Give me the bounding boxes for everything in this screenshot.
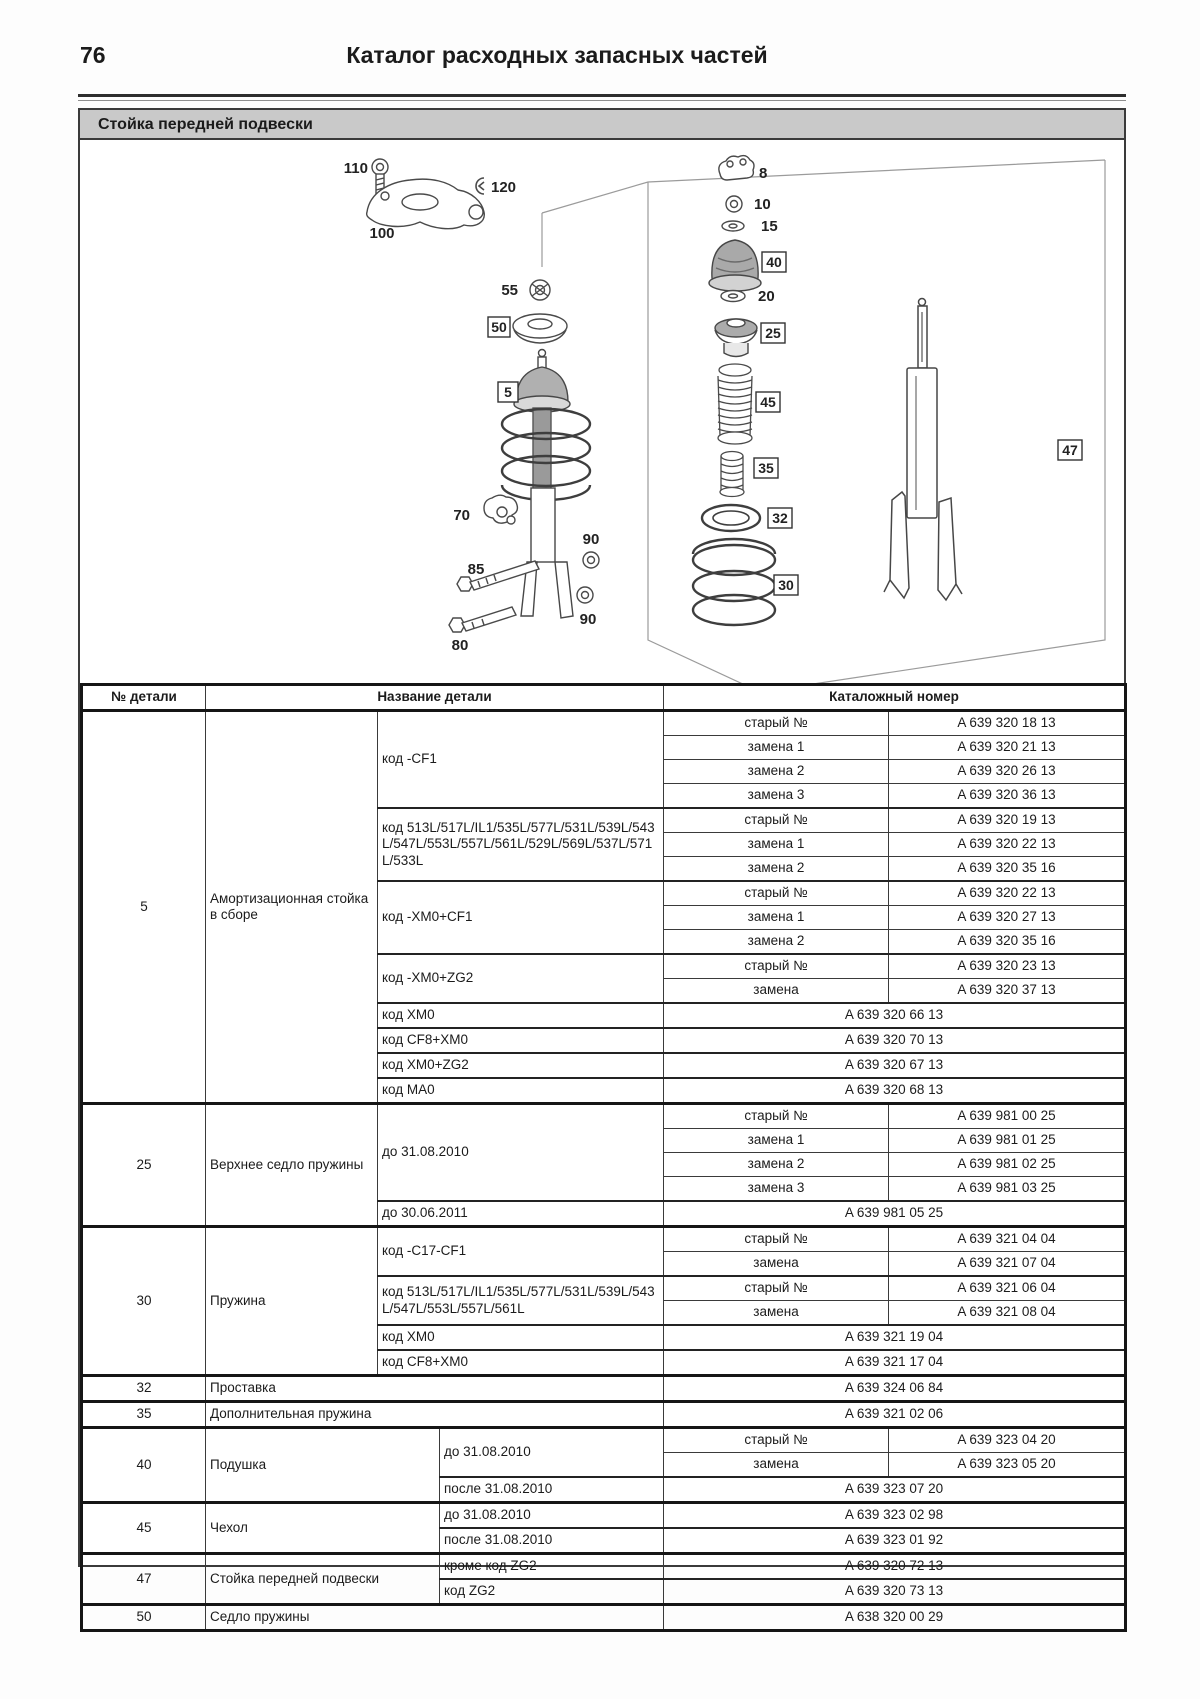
catalog-number-cell: A 639 323 02 98: [664, 1503, 1126, 1529]
catalog-number-cell: A 639 320 37 13: [889, 979, 1126, 1004]
clip-120: [476, 178, 484, 194]
variant-cell: код -C17-CF1: [378, 1227, 664, 1277]
part-label-100: 100: [369, 225, 395, 242]
catalog-number-cell: A 639 981 05 25: [664, 1201, 1126, 1227]
part-label-32: 32: [772, 510, 788, 526]
column-header-name: Название детали: [206, 685, 664, 711]
part-label-25: 25: [765, 325, 781, 341]
catalog-number-cell: A 639 324 06 84: [664, 1376, 1126, 1402]
table-row: [82, 711, 1126, 736]
part-label-8: 8: [759, 165, 768, 182]
catalog-label-cell: старый №: [664, 711, 889, 736]
catalog-number-cell: A 639 321 07 04: [889, 1252, 1126, 1277]
part-label-120: 120: [491, 179, 517, 196]
part-no-cell: 45: [82, 1503, 206, 1554]
part-label-90b: 90: [579, 611, 597, 628]
spacer-ring-32: [702, 505, 760, 531]
nut-90b: [577, 587, 593, 603]
catalog-number-cell: A 639 320 35 16: [889, 930, 1126, 955]
variant-cell: код -XM0+CF1: [378, 881, 664, 954]
catalog-label-cell: замена: [664, 979, 889, 1004]
variant-cell: до 31.08.2010: [378, 1104, 664, 1202]
nut-10: [726, 196, 742, 212]
catalog-label-cell: старый №: [664, 954, 889, 979]
part-label-50: 50: [491, 319, 507, 335]
part-label-15: 15: [761, 218, 778, 235]
part-name-cell: Стойка передней подвески: [206, 1554, 440, 1605]
catalog-number-cell: A 639 320 18 13: [889, 711, 1126, 736]
part-label-47: 47: [1062, 442, 1078, 458]
table-row: [82, 1376, 1126, 1402]
spring-seat-50: [513, 314, 567, 343]
catalog-number-cell: A 639 321 19 04: [664, 1325, 1126, 1350]
catalog-number-cell: A 639 321 06 04: [889, 1276, 1126, 1301]
catalog-number-cell: A 639 320 68 13: [664, 1078, 1126, 1104]
catalog-number-cell: A 639 323 01 92: [664, 1528, 1126, 1554]
table-row: [82, 1554, 1126, 1580]
table-row: [82, 1503, 1126, 1529]
catalog-label-cell: старый №: [664, 1104, 889, 1129]
part-label-55: 55: [501, 282, 518, 299]
catalog-label-cell: замена 1: [664, 906, 889, 930]
parts-panel: [78, 108, 1126, 1625]
bracket-70: [484, 495, 517, 524]
part-label-30: 30: [778, 577, 794, 593]
column-header-catalog: Каталожный номер: [664, 685, 1126, 711]
variant-cell: код MA0: [378, 1078, 664, 1104]
part-name-cell: Подушка: [206, 1428, 440, 1503]
table-row: [82, 1104, 1126, 1129]
catalog-number-cell: A 639 320 70 13: [664, 1028, 1126, 1053]
part-label-47-box: [1058, 440, 1082, 460]
catalog-label-cell: замена 1: [664, 833, 889, 857]
bushing-40: [709, 240, 761, 291]
variant-cell: код XM0: [378, 1003, 664, 1028]
column-header-no: № детали: [82, 685, 206, 711]
catalog-number-cell: A 639 320 73 13: [664, 1579, 1126, 1605]
variant-cell: код -CF1: [378, 711, 664, 809]
part-label-50-box: [488, 317, 510, 337]
page-number: 76: [80, 42, 106, 68]
catalog-number-cell: A 639 981 01 25: [889, 1129, 1126, 1153]
table-row: [82, 1227, 1126, 1252]
catalog-number-cell: A 639 981 00 25: [889, 1104, 1126, 1129]
part-label-45-box: [756, 392, 780, 412]
part-label-5: 5: [504, 384, 512, 400]
part-label-32-box: [768, 508, 792, 528]
catalog-label-cell: старый №: [664, 1227, 889, 1252]
bracket-8: [719, 156, 754, 180]
part-label-70: 70: [453, 507, 470, 524]
part-no-cell: 30: [82, 1227, 206, 1376]
part-name-cell: Проставка: [206, 1376, 664, 1402]
part-no-cell: 32: [82, 1376, 206, 1402]
variant-cell: код -XM0+ZG2: [378, 954, 664, 1003]
catalog-number-cell: A 639 320 19 13: [889, 808, 1126, 833]
nut-55: [530, 280, 550, 300]
parts-table: [80, 683, 1127, 1632]
variant-cell: код XM0+ZG2: [378, 1053, 664, 1078]
bump-stop-35: [720, 452, 744, 497]
variant-cell: код 513L/517L/IL1/535L/577L/531L/539L/543L/547L/553L/557L/561L: [378, 1276, 664, 1325]
variant-cell: до 31.08.2010: [440, 1503, 664, 1529]
catalog-label-cell: старый №: [664, 881, 889, 906]
variant-cell: код ZG2: [440, 1579, 664, 1605]
catalog-number-cell: A 639 320 26 13: [889, 760, 1126, 784]
catalog-number-cell: A 639 321 04 04: [889, 1227, 1126, 1252]
variant-cell: после 31.08.2010: [440, 1528, 664, 1554]
frame-outline: [542, 160, 1105, 683]
variant-cell: до 30.06.2011: [378, 1201, 664, 1227]
part-label-35: 35: [758, 460, 774, 476]
catalog-label-cell: замена: [664, 1453, 889, 1478]
catalog-label-cell: старый №: [664, 808, 889, 833]
catalog-label-cell: замена 1: [664, 736, 889, 760]
catalog-number-cell: A 639 320 22 13: [889, 833, 1126, 857]
part-label-110: 110: [343, 160, 368, 177]
catalog-number-cell: A 639 981 03 25: [889, 1177, 1126, 1202]
exploded-diagram: [80, 140, 1124, 683]
part-name-cell: Дополнительная пружина: [206, 1402, 664, 1428]
part-label-40-box: [762, 252, 786, 272]
part-no-cell: 40: [82, 1428, 206, 1503]
variant-cell: код XM0: [378, 1325, 664, 1350]
part-label-90a: 90: [582, 531, 600, 548]
part-label-20: 20: [758, 288, 775, 305]
catalog-label-cell: старый №: [664, 1276, 889, 1301]
part-name-cell: Пружина: [206, 1227, 378, 1376]
part-no-cell: 25: [82, 1104, 206, 1227]
catalog-number-cell: A 639 320 36 13: [889, 784, 1126, 809]
panel-title: Стойка передней подвески: [80, 110, 1124, 140]
header-rule-thick: [78, 94, 1126, 97]
variant-cell: код CF8+XM0: [378, 1350, 664, 1376]
catalog-label-cell: замена 2: [664, 760, 889, 784]
part-label-45: 45: [760, 394, 776, 410]
catalog-number-cell: A 638 320 00 29: [664, 1605, 1126, 1631]
variant-cell: после 31.08.2010: [440, 1477, 664, 1503]
catalog-number-cell: A 639 320 22 13: [889, 881, 1126, 906]
part-no-cell: 35: [82, 1402, 206, 1428]
part-label-25-box: [761, 323, 785, 343]
catalog-number-cell: A 639 321 08 04: [889, 1301, 1126, 1326]
upper-seat-25: [715, 319, 757, 357]
part-label-35-box: [754, 458, 778, 478]
part-name-cell: Верхнее седло пружины: [206, 1104, 378, 1227]
part-label-5-box: [498, 382, 518, 402]
table-row: [82, 1605, 1126, 1631]
bolt-80: [449, 607, 516, 632]
part-label-40: 40: [766, 254, 782, 270]
catalog-number-cell: A 639 320 23 13: [889, 954, 1126, 979]
catalog-number-cell: A 639 321 02 06: [664, 1402, 1126, 1428]
nut-90a: [583, 552, 599, 568]
catalog-label-cell: замена 2: [664, 1153, 889, 1177]
washer-15: [722, 221, 744, 231]
boot-45: [718, 364, 752, 444]
part-no-cell: 50: [82, 1605, 206, 1631]
part-name-cell: Чехол: [206, 1503, 440, 1554]
part-no-cell: 5: [82, 711, 206, 1104]
variant-cell: кроме код ZG2: [440, 1554, 664, 1580]
variant-cell: код CF8+XM0: [378, 1028, 664, 1053]
table-row: [82, 1428, 1126, 1453]
washer-20: [721, 291, 745, 302]
catalog-label-cell: замена 2: [664, 857, 889, 882]
catalog-number-cell: A 639 320 67 13: [664, 1053, 1126, 1078]
table-row: [82, 1402, 1126, 1428]
catalog-number-cell: A 639 323 07 20: [664, 1477, 1126, 1503]
catalog-label-cell: замена: [664, 1301, 889, 1326]
catalog-number-cell: A 639 320 66 13: [664, 1003, 1126, 1028]
catalog-number-cell: A 639 323 04 20: [889, 1428, 1126, 1453]
part-name-cell: Амортизационная стойка в сборе: [206, 711, 378, 1104]
part-no-cell: 47: [82, 1554, 206, 1605]
catalog-label-cell: старый №: [664, 1428, 889, 1453]
catalog-label-cell: замена 3: [664, 784, 889, 809]
header-rule-thin: [78, 100, 1126, 101]
catalog-label-cell: замена 3: [664, 1177, 889, 1202]
catalog-number-cell: A 639 321 17 04: [664, 1350, 1126, 1376]
catalog-number-cell: A 639 320 35 16: [889, 857, 1126, 882]
part-label-30-box: [774, 575, 798, 595]
catalog-label-cell: замена 1: [664, 1129, 889, 1153]
part-label-85: 85: [467, 561, 485, 578]
catalog-number-cell: A 639 320 27 13: [889, 906, 1126, 930]
part-label-10: 10: [754, 196, 771, 213]
page-title: Каталог расходных запасных частей: [346, 42, 768, 68]
catalog-number-cell: A 639 981 02 25: [889, 1153, 1126, 1177]
part-label-80: 80: [451, 637, 469, 654]
catalog-label-cell: замена 2: [664, 930, 889, 955]
variant-cell: до 31.08.2010: [440, 1428, 664, 1478]
catalog-number-cell: A 639 323 05 20: [889, 1453, 1126, 1478]
catalog-label-cell: замена: [664, 1252, 889, 1277]
table-header-row: [82, 685, 1126, 711]
variant-cell: код 513L/517L/IL1/535L/577L/531L/539L/543L/547L/553L/557L/561L/529L/569L/537L/571L/533L: [378, 808, 664, 881]
catalog-number-cell: A 639 320 21 13: [889, 736, 1126, 760]
catalog-number-cell: A 639 320 72 13: [664, 1554, 1126, 1580]
strut-47: [884, 299, 962, 601]
part-name-cell: Седло пружины: [206, 1605, 664, 1631]
coil-spring-30: [693, 539, 775, 625]
